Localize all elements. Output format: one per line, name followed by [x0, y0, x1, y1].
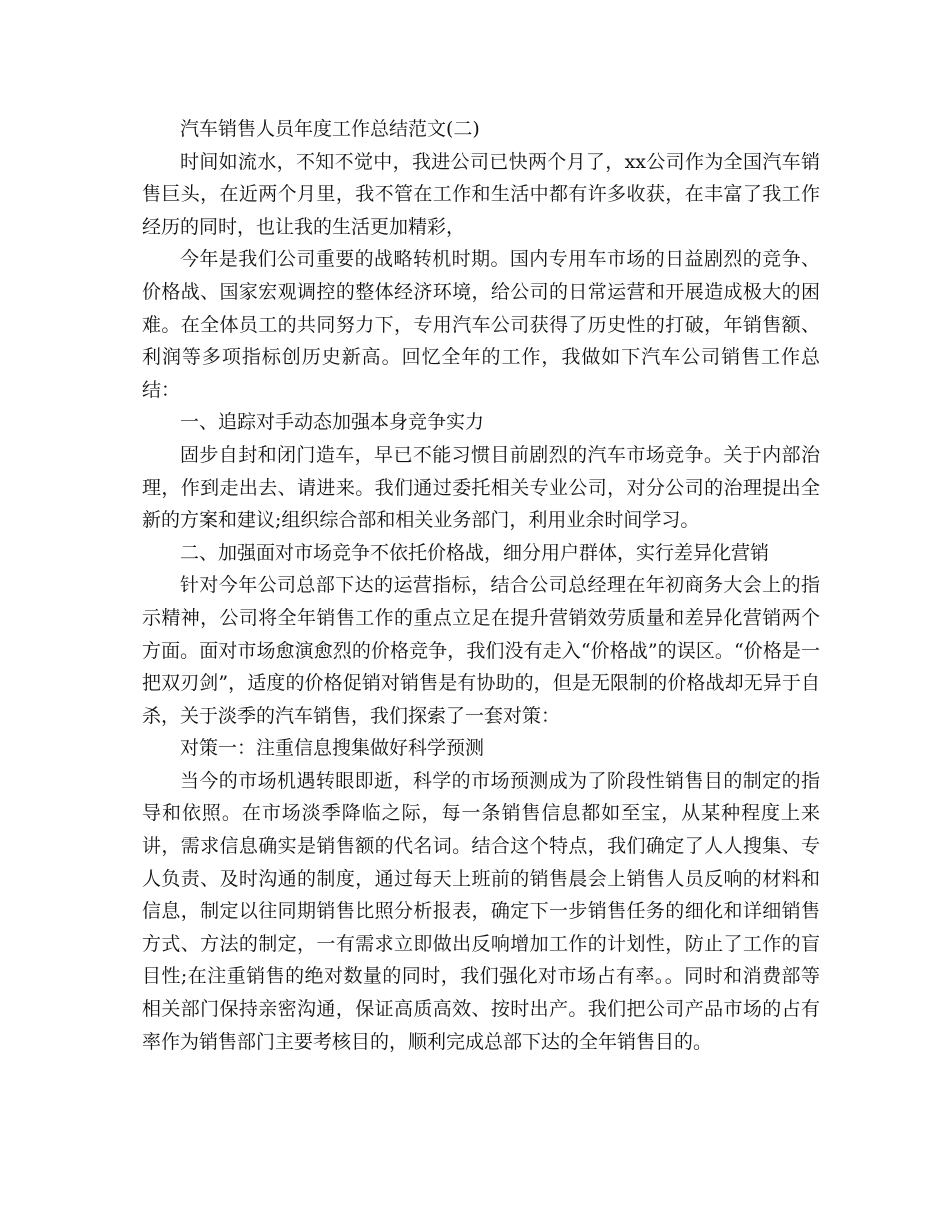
document-title: 汽车销售人员年度工作总结范文(二) — [180, 118, 480, 140]
section-heading-1: 一、追踪对手动态加强本身竞争实力 — [180, 411, 485, 434]
measure-heading-1: 对策一：注重信息搜集做好科学预测 — [180, 737, 485, 760]
paragraph-measure-1: 当今的市场机遇转眼即逝，科学的市场预测成为了阶段性销售目的制定的指导和依照。在市场淡季降临之际，每一条销售信息都如至宝，从某种程度上来讲，需求信息确实是销售额的代名词。结合这个特点，我们确定了人人搜集、专人负责、及时沟通的制度，通过每天上班前的销售晨会上销售人员反响的材料和信息，制定以往同期销售比照分析报表，确定下一步销售任务的细化和详细销售方式、方法的制定，一有需求立即做出反响增加工作的计划性，防止了工作的盲目性;在注重销售的绝对数量的同时，我们强化对市场占有率。。同时和消费部等相关部门保持亲密沟通，保证高质高效、按时出产。我们把公司产品市场的占有率作为销售部门主要考核目的，顺利完成总部下达的全年销售目的。 — [142, 769, 820, 1053]
document-body — [142, 113, 820, 1058]
paragraph-section-1: 固步自封和闭门造车，早已不能习惯目前剧烈的汽车市场竞争。关于内部治理，作到走出去、请进来。我们通过委托相关专业公司，对分公司的治理提出全新的方案和建议;组织综合部和相关业务部门，利用业余时间学习。 — [142, 443, 820, 532]
paragraph-intro: 时间如流水，不知不觉中，我进公司已快两个月了，xx公司作为全国汽车销售巨头，在近两个月里，我不管在工作和生活中都有许多收获，在丰富了我工作经历的同时，也让我的生活更加精彩， — [142, 150, 820, 238]
section-heading-2: 二、加强面对市场竞争不依托价格战，细分用户群体，实行差异化营销 — [180, 541, 770, 564]
paragraph-section-2: 针对今年公司总部下达的运营指标，结合公司总经理在年初商务大会上的指示精神，公司将全年销售工作的重点立足在提升营销效劳质量和差异化营销两个方面。面对市场愈演愈烈的价格竞争，我们没有走入“价格战”的误区。“价格是一把双刃剑”，适度的价格促销对销售是有协助的，但是无限制的价格战却无异于自杀，关于淡季的汽车销售，我们探索了一套对策： — [142, 574, 820, 727]
paragraph-strategy: 今年是我们公司重要的战略转机时期。国内专用车市场的日益剧烈的竞争、价格战、国家宏观调控的整体经济环境，给公司的日常运营和开展造成极大的困难。在全体员工的共同努力下，专用汽车公司获得了历史性的打破，年销售额、利润等多项指标创历史新高。回忆全年的工作，我做如下汽车公司销售工作总结： — [142, 248, 820, 401]
